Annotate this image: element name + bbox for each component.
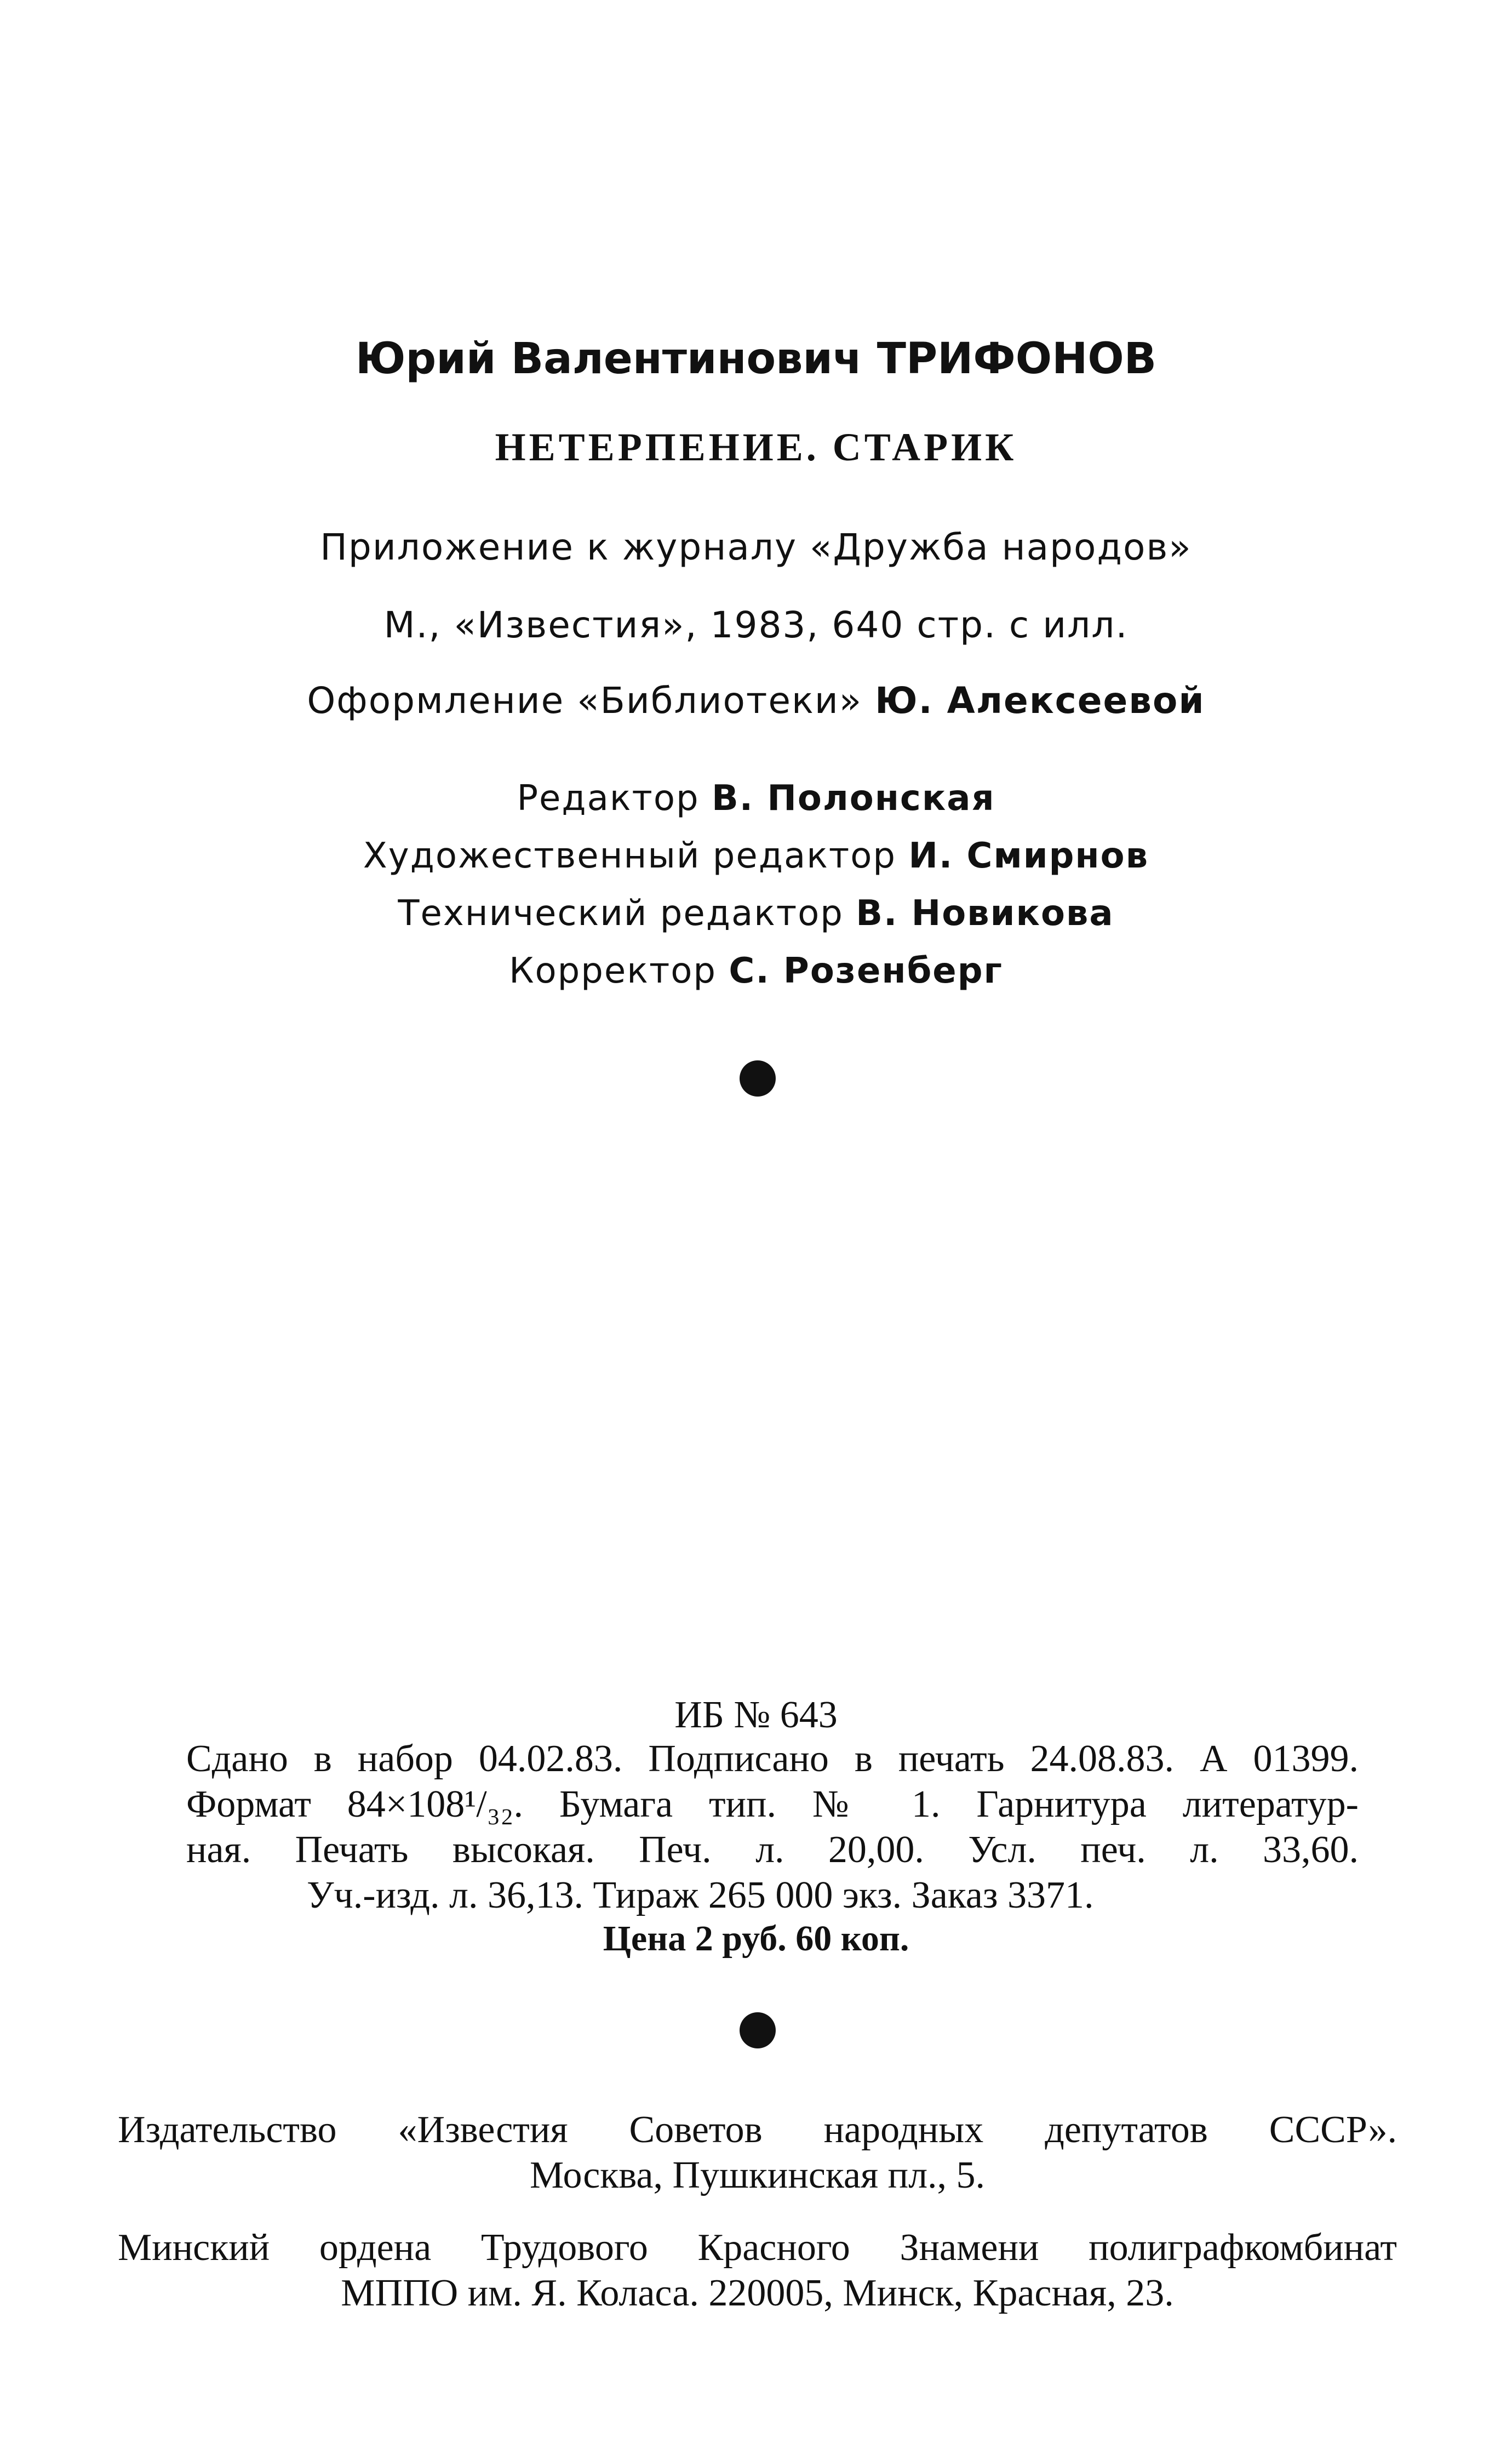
credit-editor xyxy=(0,778,1512,819)
credit-name: С. Розенберг xyxy=(729,951,1003,991)
credit-role: Редактор xyxy=(517,778,700,819)
design-credit xyxy=(0,680,1512,722)
credit-art-editor xyxy=(0,836,1512,876)
print-specs xyxy=(186,1736,1359,1918)
credit-role: Корректор xyxy=(509,951,717,991)
spec-line: Сдано в набор 04.02.83. Подписано в печать 24.08.83. А 01399. xyxy=(186,1738,1359,1780)
design-label: Оформление «Библиотеки» xyxy=(307,680,863,722)
credit-proofreader xyxy=(0,951,1512,991)
supplement-line: Приложение к журналу «Дружба народов» xyxy=(320,526,1192,568)
publisher-line: Издательство «Известия Советов народных депутатов СССР». xyxy=(118,2109,1397,2151)
spec-line: ная. Печать высокая. Печ. л. 20,00. Усл. печ. л. 33,60. xyxy=(186,1829,1359,1871)
bullet-divider-icon xyxy=(740,2012,776,2048)
printer-line: Минский ордена Трудового Красного Знамени полиграфкомбинат xyxy=(118,2227,1397,2269)
imprint-line: М., «Известия», 1983, 640 стр. с илл. xyxy=(383,604,1129,646)
credit-name: И. Смирнов xyxy=(908,836,1149,876)
author-name: Юрий Валентинович ТРИФОНОВ xyxy=(355,334,1157,384)
credit-name: В. Полонская xyxy=(711,778,995,819)
printer-info xyxy=(118,2225,1397,2316)
price: Цена 2 руб. 60 коп. xyxy=(603,1919,909,1959)
printer-address: МППО им. Я. Коласа. 220005, Минск, Красная, 23. xyxy=(341,2272,1174,2314)
publisher-info xyxy=(118,2107,1397,2198)
credit-role: Технический редактор xyxy=(398,893,844,934)
spec-line: Формат 84×108¹/₃₂. Бумага тип. № 1. Гарнитура литератур- xyxy=(186,1783,1359,1825)
ib-number: ИБ № 643 xyxy=(674,1694,838,1736)
credit-role: Художественный редактор xyxy=(363,836,896,876)
bullet-divider-icon xyxy=(740,1060,776,1097)
design-name: Ю. Алексеевой xyxy=(875,680,1205,722)
book-title: НЕТЕРПЕНИЕ. СТАРИК xyxy=(495,425,1017,469)
publisher-address: Москва, Пушкинская пл., 5. xyxy=(529,2154,986,2196)
credit-name: В. Новикова xyxy=(856,893,1114,934)
credit-tech-editor xyxy=(0,893,1512,934)
spec-line: Уч.-изд. л. 36,13. Тираж 265 000 экз. Заказ 3371. xyxy=(307,1874,1094,1916)
